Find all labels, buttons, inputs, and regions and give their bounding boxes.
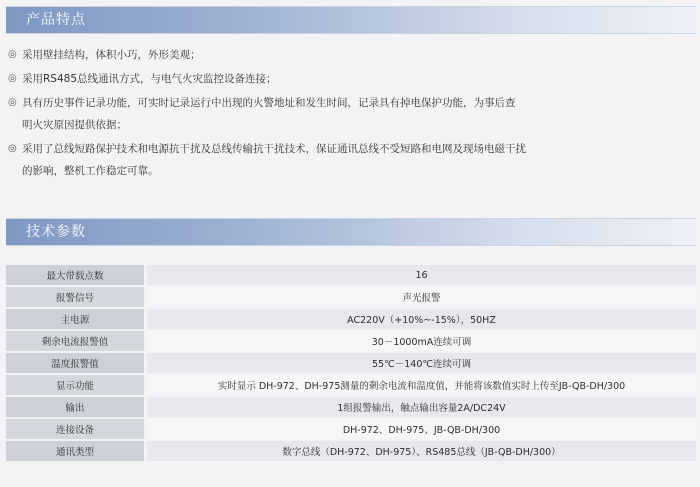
feature-item (8, 138, 668, 182)
spec-value: 55℃－140℃连续可调 (147, 353, 696, 373)
specs-section-title: 技术参数 (26, 224, 86, 240)
table-row (6, 309, 696, 329)
spec-label: 输出 (6, 397, 147, 417)
bullet-circle-icon: ◎ (8, 97, 17, 108)
spec-label: 报警信号 (6, 287, 147, 307)
table-row (6, 397, 696, 417)
bullet-circle-icon: ◎ (8, 49, 17, 60)
table-row (6, 419, 696, 439)
feature-item (8, 44, 668, 66)
spec-value: 数字总线（DH-972、DH-975）、RS485总线（JB-QB-DH/300） (147, 441, 696, 461)
table-row (6, 353, 696, 373)
spec-value: 声光报警 (147, 287, 696, 307)
spec-value: DH-972、DH-975、JB-QB-DH/300 (147, 419, 696, 439)
spec-label: 主电源 (6, 309, 147, 329)
bullet-circle-icon: ◎ (8, 143, 17, 154)
feature-item (8, 68, 668, 90)
specs-section-header (6, 218, 696, 246)
table-row (6, 441, 696, 461)
spec-value: 16 (147, 265, 696, 285)
features-list (8, 44, 668, 184)
spec-label: 最大带载点数 (6, 265, 147, 285)
features-section-title: 产品特点 (26, 12, 86, 28)
features-section-header (6, 6, 696, 34)
feature-text: 采用了总线短路保护技术和电源抗干扰及总线传输抗干扰技术，保证通讯总线不受短路和电网及现场电磁干扰 (22, 143, 526, 155)
spec-label: 连接设备 (6, 419, 147, 439)
feature-text: 采用壁挂结构，体积小巧，外形美观； (22, 49, 201, 61)
spec-value: AC220V（+10%~-15%），50HZ (147, 309, 696, 329)
feature-text: 具有历史事件记录功能，可实时记录运行中出现的火警地址和发生时间，记录具有掉电保护功能，为事后查 (22, 97, 516, 109)
table-row (6, 375, 696, 395)
spec-label: 剩余电流报警值 (6, 331, 147, 351)
bullet-circle-icon: ◎ (8, 73, 17, 84)
spec-label: 温度报警值 (6, 353, 147, 373)
table-row (6, 287, 696, 307)
feature-text-continued: 明火灾原因提供依据； (22, 119, 127, 131)
spec-value: 30－1000mA连续可调 (147, 331, 696, 351)
spec-value: 实时显示 DH-972、DH-975测量的剩余电流和温度值，并能将该数值实时上传至JB-QB-DH/300 (147, 375, 696, 395)
spec-label: 显示功能 (6, 375, 147, 395)
specs-table (6, 263, 696, 463)
table-row (6, 331, 696, 351)
feature-text: 采用RS485总线通讯方式，与电气火灾监控设备连接； (22, 73, 277, 85)
table-row (6, 265, 696, 285)
feature-text-continued: 的影响，整机工作稳定可靠。 (22, 165, 159, 177)
feature-item (8, 92, 668, 136)
spec-label: 通讯类型 (6, 441, 147, 461)
spec-value: 1组报警输出，触点输出容量2A/DC24V (147, 397, 696, 417)
